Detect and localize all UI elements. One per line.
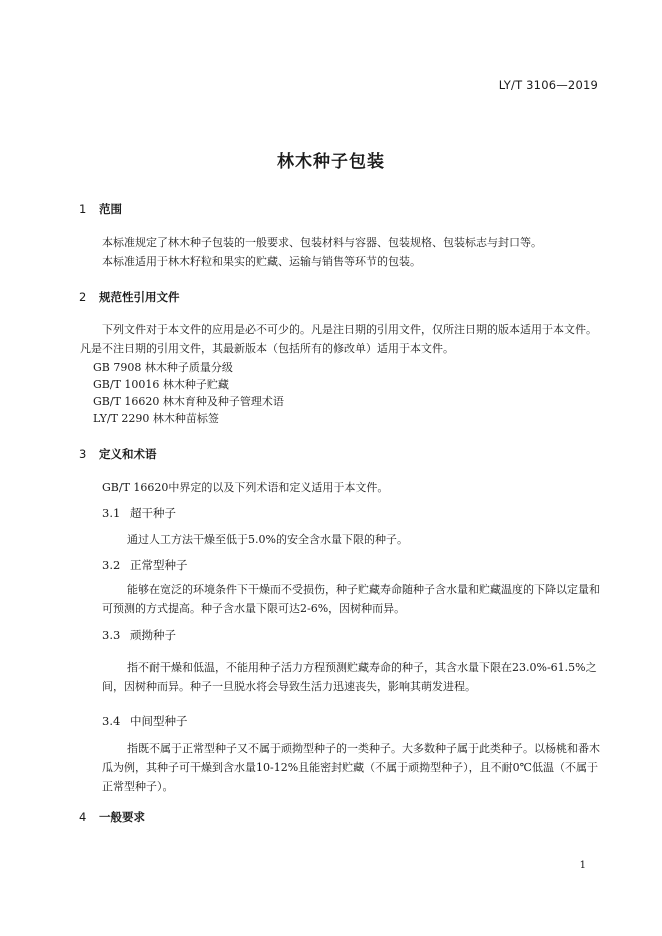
terms-intro: GB/T 16620中界定的以及下列术语和定义适用于本文件。 xyxy=(102,481,389,494)
term-name: 正常型种子 xyxy=(130,558,188,572)
term-definition: 指既不属于正常型种子又不属于顽拗型种子的一类种子。大多数种子属于此类种子。以杨桃和番木瓜为例，其种子可干燥到含水量10-12%且能密封贮藏（不属于顽拗型种子），且不耐0℃低温（不属于正常型种子）。 xyxy=(102,742,600,793)
section-title: 定义和术语 xyxy=(99,447,157,461)
page-number: 1 xyxy=(579,860,586,871)
term-number: 3.1 xyxy=(102,506,121,520)
document-title: 林木种子包装 xyxy=(277,152,385,172)
term-3-1-heading xyxy=(102,505,176,521)
references-intro: 下列文件对于本文件的应用是必不可少的。凡是注日期的引用文件，仅所注日期的版本适用于本文件。凡是不注日期的引用文件，其最新版本（包括所有的修改单）适用于本文件。 xyxy=(80,323,597,355)
section-4-heading xyxy=(79,809,145,825)
reference-item: GB 7908 林木种子质量分级 xyxy=(93,361,233,374)
standard-code: LY/T 3106—2019 xyxy=(498,78,598,92)
reference-item: GB/T 10016 林木种子贮藏 xyxy=(93,378,229,391)
term-number: 3.3 xyxy=(102,628,121,642)
scope-paragraph: 本标准规定了林木种子包装的一般要求、包装材料与容器、包装规格、包装标志与封口等。 xyxy=(102,236,542,249)
term-name: 顽拗种子 xyxy=(130,628,176,642)
reference-item: GB/T 16620 林木育种及种子管理术语 xyxy=(93,395,284,408)
section-number: 2 xyxy=(79,290,87,304)
term-number: 3.2 xyxy=(102,558,121,572)
section-title: 规范性引用文件 xyxy=(99,290,180,304)
section-number: 3 xyxy=(79,447,87,461)
section-1-heading xyxy=(79,201,122,217)
term-name: 超干种子 xyxy=(130,506,176,520)
reference-item: LY/T 2290 林木种苗标签 xyxy=(93,412,219,425)
section-title: 范围 xyxy=(99,202,122,216)
term-definition: 通过人工方法干燥至低于5.0%的安全含水量下限的种子。 xyxy=(127,533,408,546)
term-definition: 指不耐干燥和低温，不能用种子活力方程预测贮藏寿命的种子，其含水量下限在23.0%-61.5%之间，因树种而异。种子一旦脱水将会导致生活力迅速丧失，影响其萌发进程。 xyxy=(102,661,597,693)
term-definition: 能够在宽泛的环境条件下干燥而不受损伤，种子贮藏寿命随种子含水量和贮藏温度的下降以定量和可预测的方式提高。种子含水量下限可达2-6%，因树种而异。 xyxy=(102,583,600,615)
section-number: 1 xyxy=(79,202,87,216)
section-2-heading xyxy=(79,289,180,305)
term-3-2-heading xyxy=(102,557,188,573)
term-number: 3.4 xyxy=(102,714,121,728)
section-title: 一般要求 xyxy=(99,810,145,824)
term-3-4-heading xyxy=(102,713,188,729)
section-number: 4 xyxy=(79,810,87,824)
term-name: 中间型种子 xyxy=(130,714,188,728)
section-3-heading xyxy=(79,446,157,462)
term-3-3-heading xyxy=(102,627,176,643)
scope-paragraph: 本标准适用于林木籽粒和果实的贮藏、运输与销售等环节的包装。 xyxy=(102,255,421,268)
